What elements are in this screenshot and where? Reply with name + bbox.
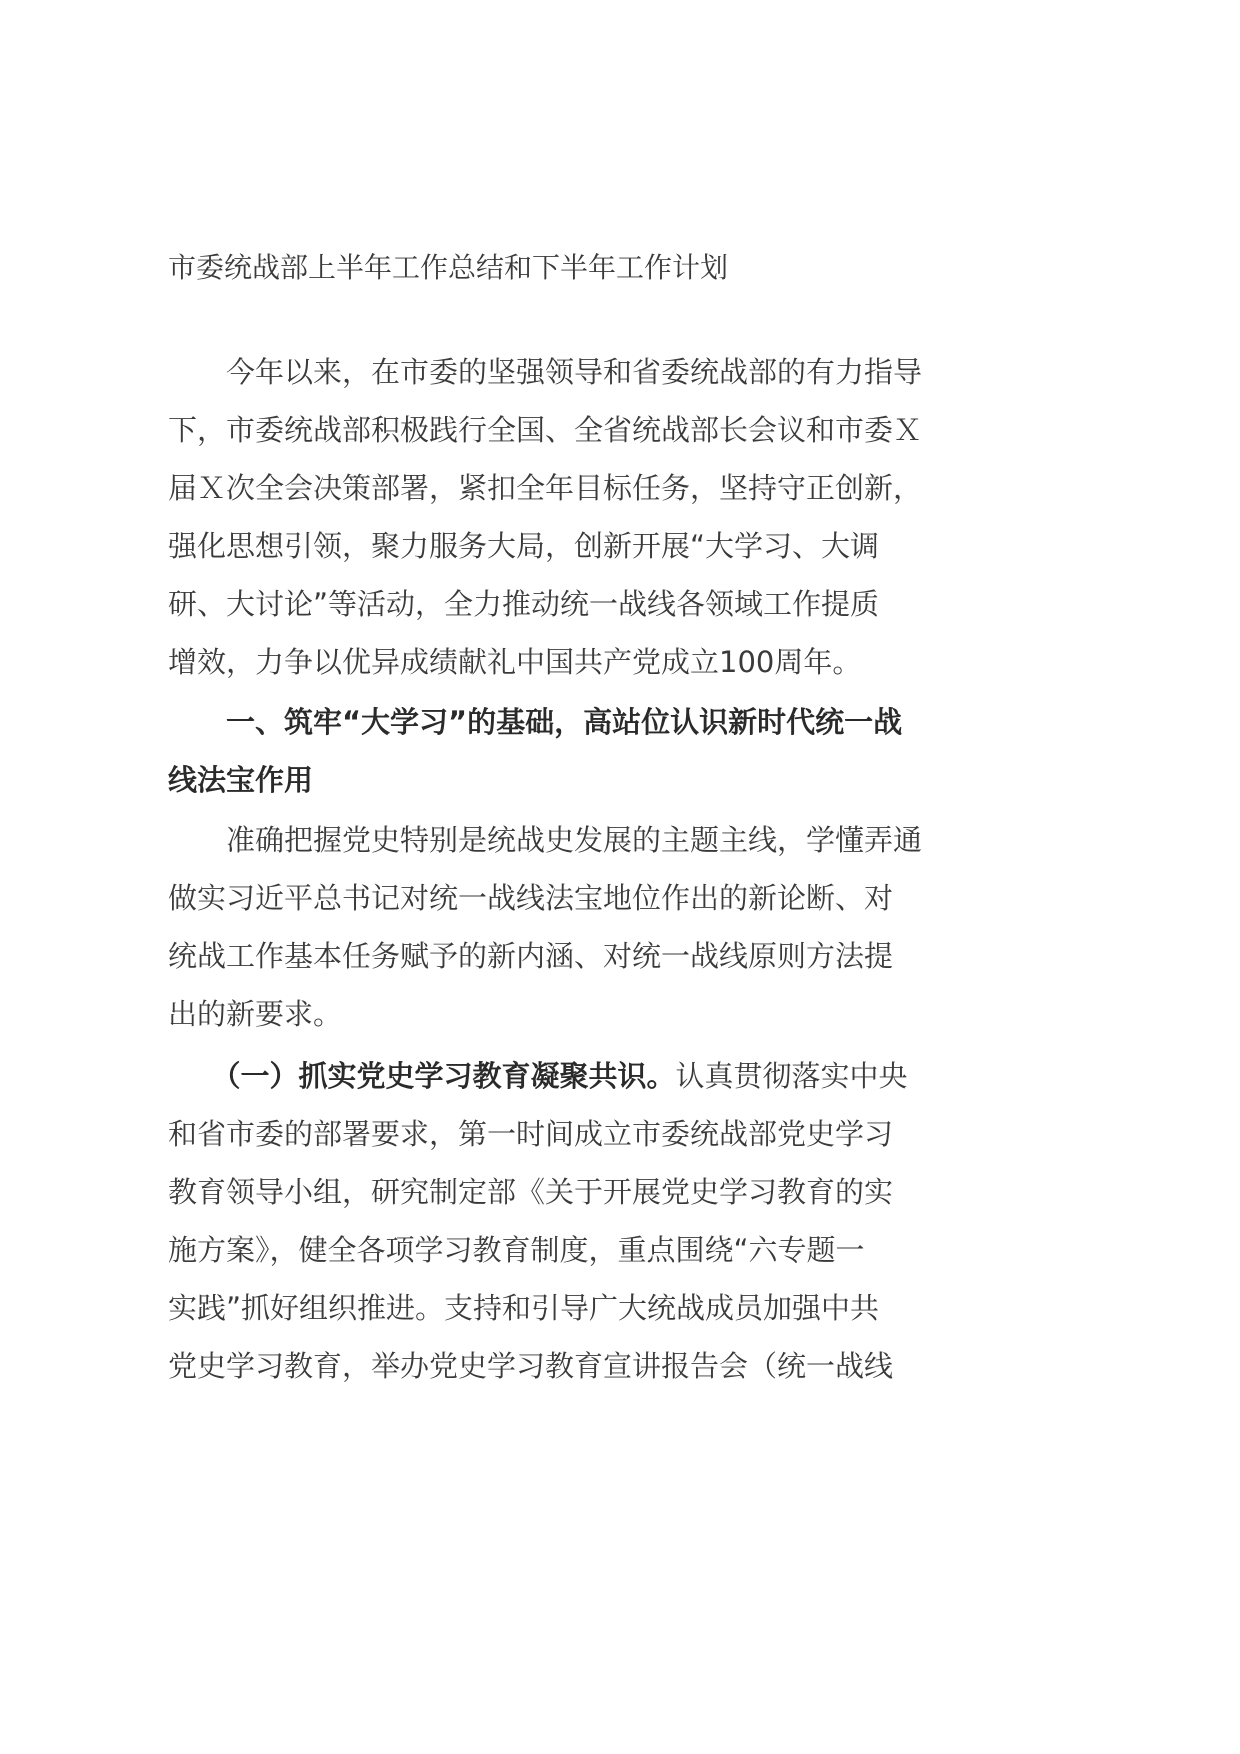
bold-text: 线法宝作用: [168, 763, 314, 797]
text-line: [168, 642, 861, 682]
text-line: [168, 702, 902, 742]
text-line: [168, 1172, 893, 1212]
text-line: [168, 468, 922, 508]
text-run: 出的新要求。: [168, 997, 343, 1031]
text-line: [168, 936, 893, 976]
text-run: 和省市委的部署要求，第一时间成立市委统战部党史学习: [168, 1117, 894, 1151]
text-run: 届Ｘ次全会决策部署，紧扣全年目标任务，坚持守正创新，: [168, 471, 923, 505]
text-line: [168, 410, 922, 450]
text-run: 做实习近平总书记对统一战线法宝地位作出的新论断、对: [168, 881, 894, 915]
text-line: [168, 1346, 893, 1386]
text-run: 下，市委统战部积极践行全国、全省统战部长会议和市委Ｘ: [168, 413, 923, 447]
text-line: [168, 526, 879, 566]
text-line: [168, 878, 893, 918]
text-line: [168, 820, 922, 860]
text-run: 强化思想引领，聚力服务大局，创新开展“大学习、大调: [168, 529, 880, 563]
document-title: 市委统战部上半年工作总结和下半年工作计划: [168, 251, 729, 284]
text-run: 党史学习教育，举办党史学习教育宣讲报告会（统一战线: [168, 1349, 894, 1383]
text-run: 认真贯彻落实中央: [675, 1059, 908, 1093]
text-line: [168, 1114, 893, 1154]
text-line: [168, 1056, 908, 1096]
text-line: [168, 584, 879, 624]
text-line: [168, 760, 313, 800]
text-run: 教育领导小组，研究制定部《关于开展党史学习教育的实: [168, 1175, 894, 1209]
text-run: 今年以来，在市委的坚强领导和省委统战部的有力指导: [168, 355, 923, 389]
text-line: [168, 352, 922, 392]
text-run: 增效，力争以优异成绩献礼中国共产党成立100周年。: [168, 645, 862, 679]
text-run: 实践”抓好组织推进。支持和引导广大统战成员加强中共: [168, 1291, 880, 1325]
bold-text: 一、筑牢“大学习”的基础，高站位认识新时代统一战: [168, 705, 903, 739]
text-line: [168, 1288, 879, 1328]
text-line: [168, 1230, 865, 1270]
text-run: 准确把握党史特别是统战史发展的主题主线，学懂弄通: [168, 823, 923, 857]
text-run: 统战工作基本任务赋予的新内涵、对统一战线原则方法提: [168, 939, 894, 973]
text-run: 研、大讨论”等活动，全力推动统一战线各领域工作提质: [168, 587, 880, 621]
text-line: [168, 994, 342, 1034]
bold-text: （一）抓实党史学习教育凝聚共识。: [168, 1059, 676, 1093]
text-run: 施方案》，健全各项学习教育制度，重点围绕“六专题一: [168, 1233, 865, 1267]
